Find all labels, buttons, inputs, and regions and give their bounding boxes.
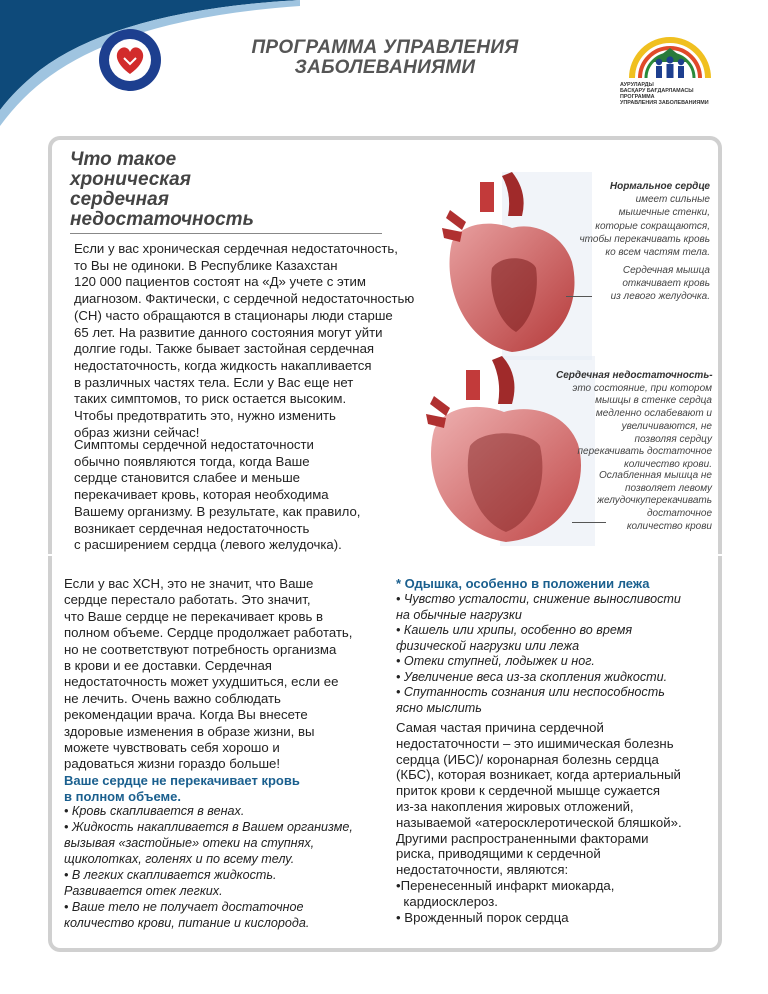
text-line: с расширением сердца (левого желудочка). <box>74 537 342 553</box>
caption-line: медленно ослабевают и <box>595 408 712 420</box>
caption-line: которые сокращаются, <box>595 220 710 232</box>
section-title <box>70 150 400 230</box>
text-line: • Врожденный порок сердца <box>396 909 569 925</box>
institute-logo <box>98 28 162 92</box>
symptoms-list <box>396 592 706 716</box>
list-item: количество крови, питание и кислорода. <box>64 916 310 930</box>
caption-line: чтобы перекачивать кровь <box>579 233 710 245</box>
caption-line: количество крови <box>626 520 712 532</box>
text-line: радоваться жизни гораздо больше! <box>64 756 281 772</box>
text-line: возникает сердечная недостаточность <box>74 520 310 536</box>
list-item: щиколотках, голенях и по всему телу. <box>64 852 295 866</box>
text-line: сердце становится слабее и меньше <box>74 470 301 486</box>
normal-heart-caption <box>560 180 710 259</box>
text-line: кардиосклероз. <box>396 893 498 909</box>
program-title-line: ЗАБОЛЕВАНИЯМИ <box>294 57 476 78</box>
list-item: • Чувство усталости, снижение выносливости <box>396 592 681 606</box>
logo-text-line: БАСҚАРУ БАҒДАРЛАМАСЫ <box>620 88 694 94</box>
text-line: приток крови к сердечной мышце сужается <box>396 783 661 799</box>
text-line: сердца (ИБС)/ коронарная болезнь сердца <box>396 751 659 767</box>
text-line: Другими распространенными факторами <box>396 830 649 846</box>
text-line: недостаточности – это ишимическая болезнь <box>396 735 674 751</box>
caption-pointer-line <box>566 296 592 297</box>
symptoms-paragraph <box>74 437 414 554</box>
program-logo-text <box>620 82 720 106</box>
caption-line: откачивает кровь <box>622 278 710 290</box>
section-title-line: сердечная <box>70 189 169 210</box>
list-item: • Увеличение веса из-за скопления жидкости. <box>396 669 668 684</box>
caption-line: мышечные стенки, <box>618 207 710 219</box>
text-line: не лечить. Очень важно соблюдать <box>64 690 281 706</box>
text-line: Самая частая причина сердечной <box>396 720 604 735</box>
caption-line: это состояние, при котором <box>572 382 712 394</box>
text-line: но не соответствуют потребность организма <box>64 641 337 657</box>
caption-line: увеличиваются, не <box>621 420 712 432</box>
caption-line: Ослабленная мышца не <box>598 470 712 481</box>
list-item: • Кровь скапливается в венах. <box>64 804 245 818</box>
program-title <box>230 38 540 78</box>
program-title-line: ПРОГРАММА УПРАВЛЕНИЯ <box>251 37 519 58</box>
caption-line: из левого желудочка. <box>610 291 710 303</box>
section-title-line: Что такое <box>70 149 177 170</box>
causes-paragraph <box>396 720 712 925</box>
logo-text-line: АУРУЛАРДЫ <box>620 82 654 88</box>
caption-line: имеет сильные <box>635 194 710 206</box>
text-line: сердце перестало работать. Это значит, <box>64 592 311 608</box>
text-line: обычно появляются тогда, когда Ваше <box>74 453 310 469</box>
caption-line: перекачивать достаточное <box>577 446 712 458</box>
text-line: в различных частях тела. Если у Вас еще нет <box>74 374 354 390</box>
text-line: образ жизни сейчас! <box>74 424 200 440</box>
dyspnea-heading: * Одышка, особенно в положении лежа <box>396 576 650 591</box>
text-line: называемой «атеросклеротической бляшкой». <box>396 814 682 830</box>
list-item: Развивается отек легких. <box>64 884 223 898</box>
heading-line: Ваше сердце не перекачивает кровь <box>64 773 300 788</box>
caption-line: позволяет левому <box>625 482 712 494</box>
list-item: • Спутанность сознания или неспособность <box>396 685 665 699</box>
text-line: риска, приводящими к сердечной <box>396 846 601 862</box>
caption-line: мышцы в стенке сердца <box>595 395 712 407</box>
text-line: Чтобы предотвратить это, нужно изменить <box>74 408 336 424</box>
weakened-muscle-caption <box>560 470 712 534</box>
text-line: перекачивает кровь, которая необходима <box>74 487 329 503</box>
caption-title: Сердечная недостаточность- <box>556 370 713 381</box>
list-item: ясно мыслить <box>396 700 482 715</box>
caption-line: Сердечная мышца <box>622 265 710 276</box>
text-line: долгие годы. Также бывает застойная сердечная <box>74 341 375 357</box>
intro-paragraph <box>74 241 434 441</box>
list-item: вызывая «застойные» отеки на ступнях, <box>64 836 315 850</box>
text-line: •Перенесенный инфаркт миокарда, <box>396 877 615 893</box>
caption-line: достаточное <box>647 508 712 520</box>
list-item: на обычные нагрузки <box>396 607 522 622</box>
text-line: недостаточности, являются: <box>396 862 569 878</box>
left-column-paragraph <box>64 576 384 773</box>
caption-line: количество крови. <box>624 458 712 470</box>
text-line: 65 лет. На развитие данного состояния могут уйти <box>74 324 383 340</box>
section-title-line: хроническая <box>70 169 191 190</box>
subsection-heading <box>64 773 364 804</box>
logo-text-line: УПРАВЛЕНИЯ ЗАБОЛЕВАНИЯМИ <box>620 100 709 106</box>
caption-line: ко всем частям тела. <box>605 247 710 259</box>
title-divider <box>70 233 382 234</box>
logo-text-line: ПРОГРАММА <box>620 94 655 100</box>
text-line: недостаточность, когда жидкость накапливается <box>74 357 372 373</box>
text-line: диагнозом. Фактически, с сердечной недостаточностью <box>74 291 415 307</box>
text-line: здоровые изменения в образе жизни, вы <box>64 723 315 739</box>
text-line: Вашему организму. В результате, как правило, <box>74 503 361 519</box>
text-line: Если у вас ХСН, это не значит, что Ваше <box>64 576 314 591</box>
caption-pointer-line <box>572 522 606 523</box>
list-item: • Ваше тело не получает достаточное <box>64 900 304 914</box>
caption-line: позволяя сердцу <box>634 433 712 445</box>
text-line: что Ваше сердце не перекачивает кровь в <box>64 608 324 624</box>
text-line: рекомендации врача. Когда Вы внесете <box>64 707 308 723</box>
text-line: то Вы не одиноки. В Республике Казахстан <box>74 257 338 273</box>
text-line: из-за накопления жировых отложений, <box>396 798 634 814</box>
text-line: можете чувствовать себя хорошо и <box>64 740 280 756</box>
heart-failure-caption <box>556 370 712 472</box>
consequences-list <box>64 803 384 931</box>
list-item: • В легких скапливается жидкость. <box>64 868 277 882</box>
text-line: таких симптомов, то риск остается высоким. <box>74 391 347 407</box>
text-line: в крови и ее доставки. Сердечная <box>64 658 272 674</box>
caption-line: желудочкуперекачивать <box>597 495 712 507</box>
heading-line: в полном объеме. <box>64 788 181 804</box>
list-item: • Кашель или хрипы, особенно во время <box>396 623 633 637</box>
text-line: 120 000 пациентов состоят на «Д» учете с этим <box>74 274 366 290</box>
caption-title: Нормальное сердце <box>609 181 710 192</box>
list-item: физической нагрузки или лежа <box>396 638 580 653</box>
text-line: (КБС), которая возникает, когда артериальный <box>396 767 681 783</box>
text-line: Если у вас хроническая сердечная недостаточность, <box>74 241 398 256</box>
section-title-line: недостаточность <box>70 209 254 230</box>
list-item: • Жидкость накапливается в Вашем организме, <box>64 820 353 834</box>
list-item: • Отеки ступней, лодыжек и ног. <box>396 654 595 668</box>
text-line: Симптомы сердечной недостаточности <box>74 437 314 452</box>
heart-muscle-caption <box>560 264 710 304</box>
text-line: недостаточность может ухудшиться, если ее <box>64 674 339 690</box>
text-line: (СН) часто обращаются в стационары люди старше <box>74 307 393 323</box>
text-line: полном объеме. Сердце продолжает работать, <box>64 625 353 641</box>
